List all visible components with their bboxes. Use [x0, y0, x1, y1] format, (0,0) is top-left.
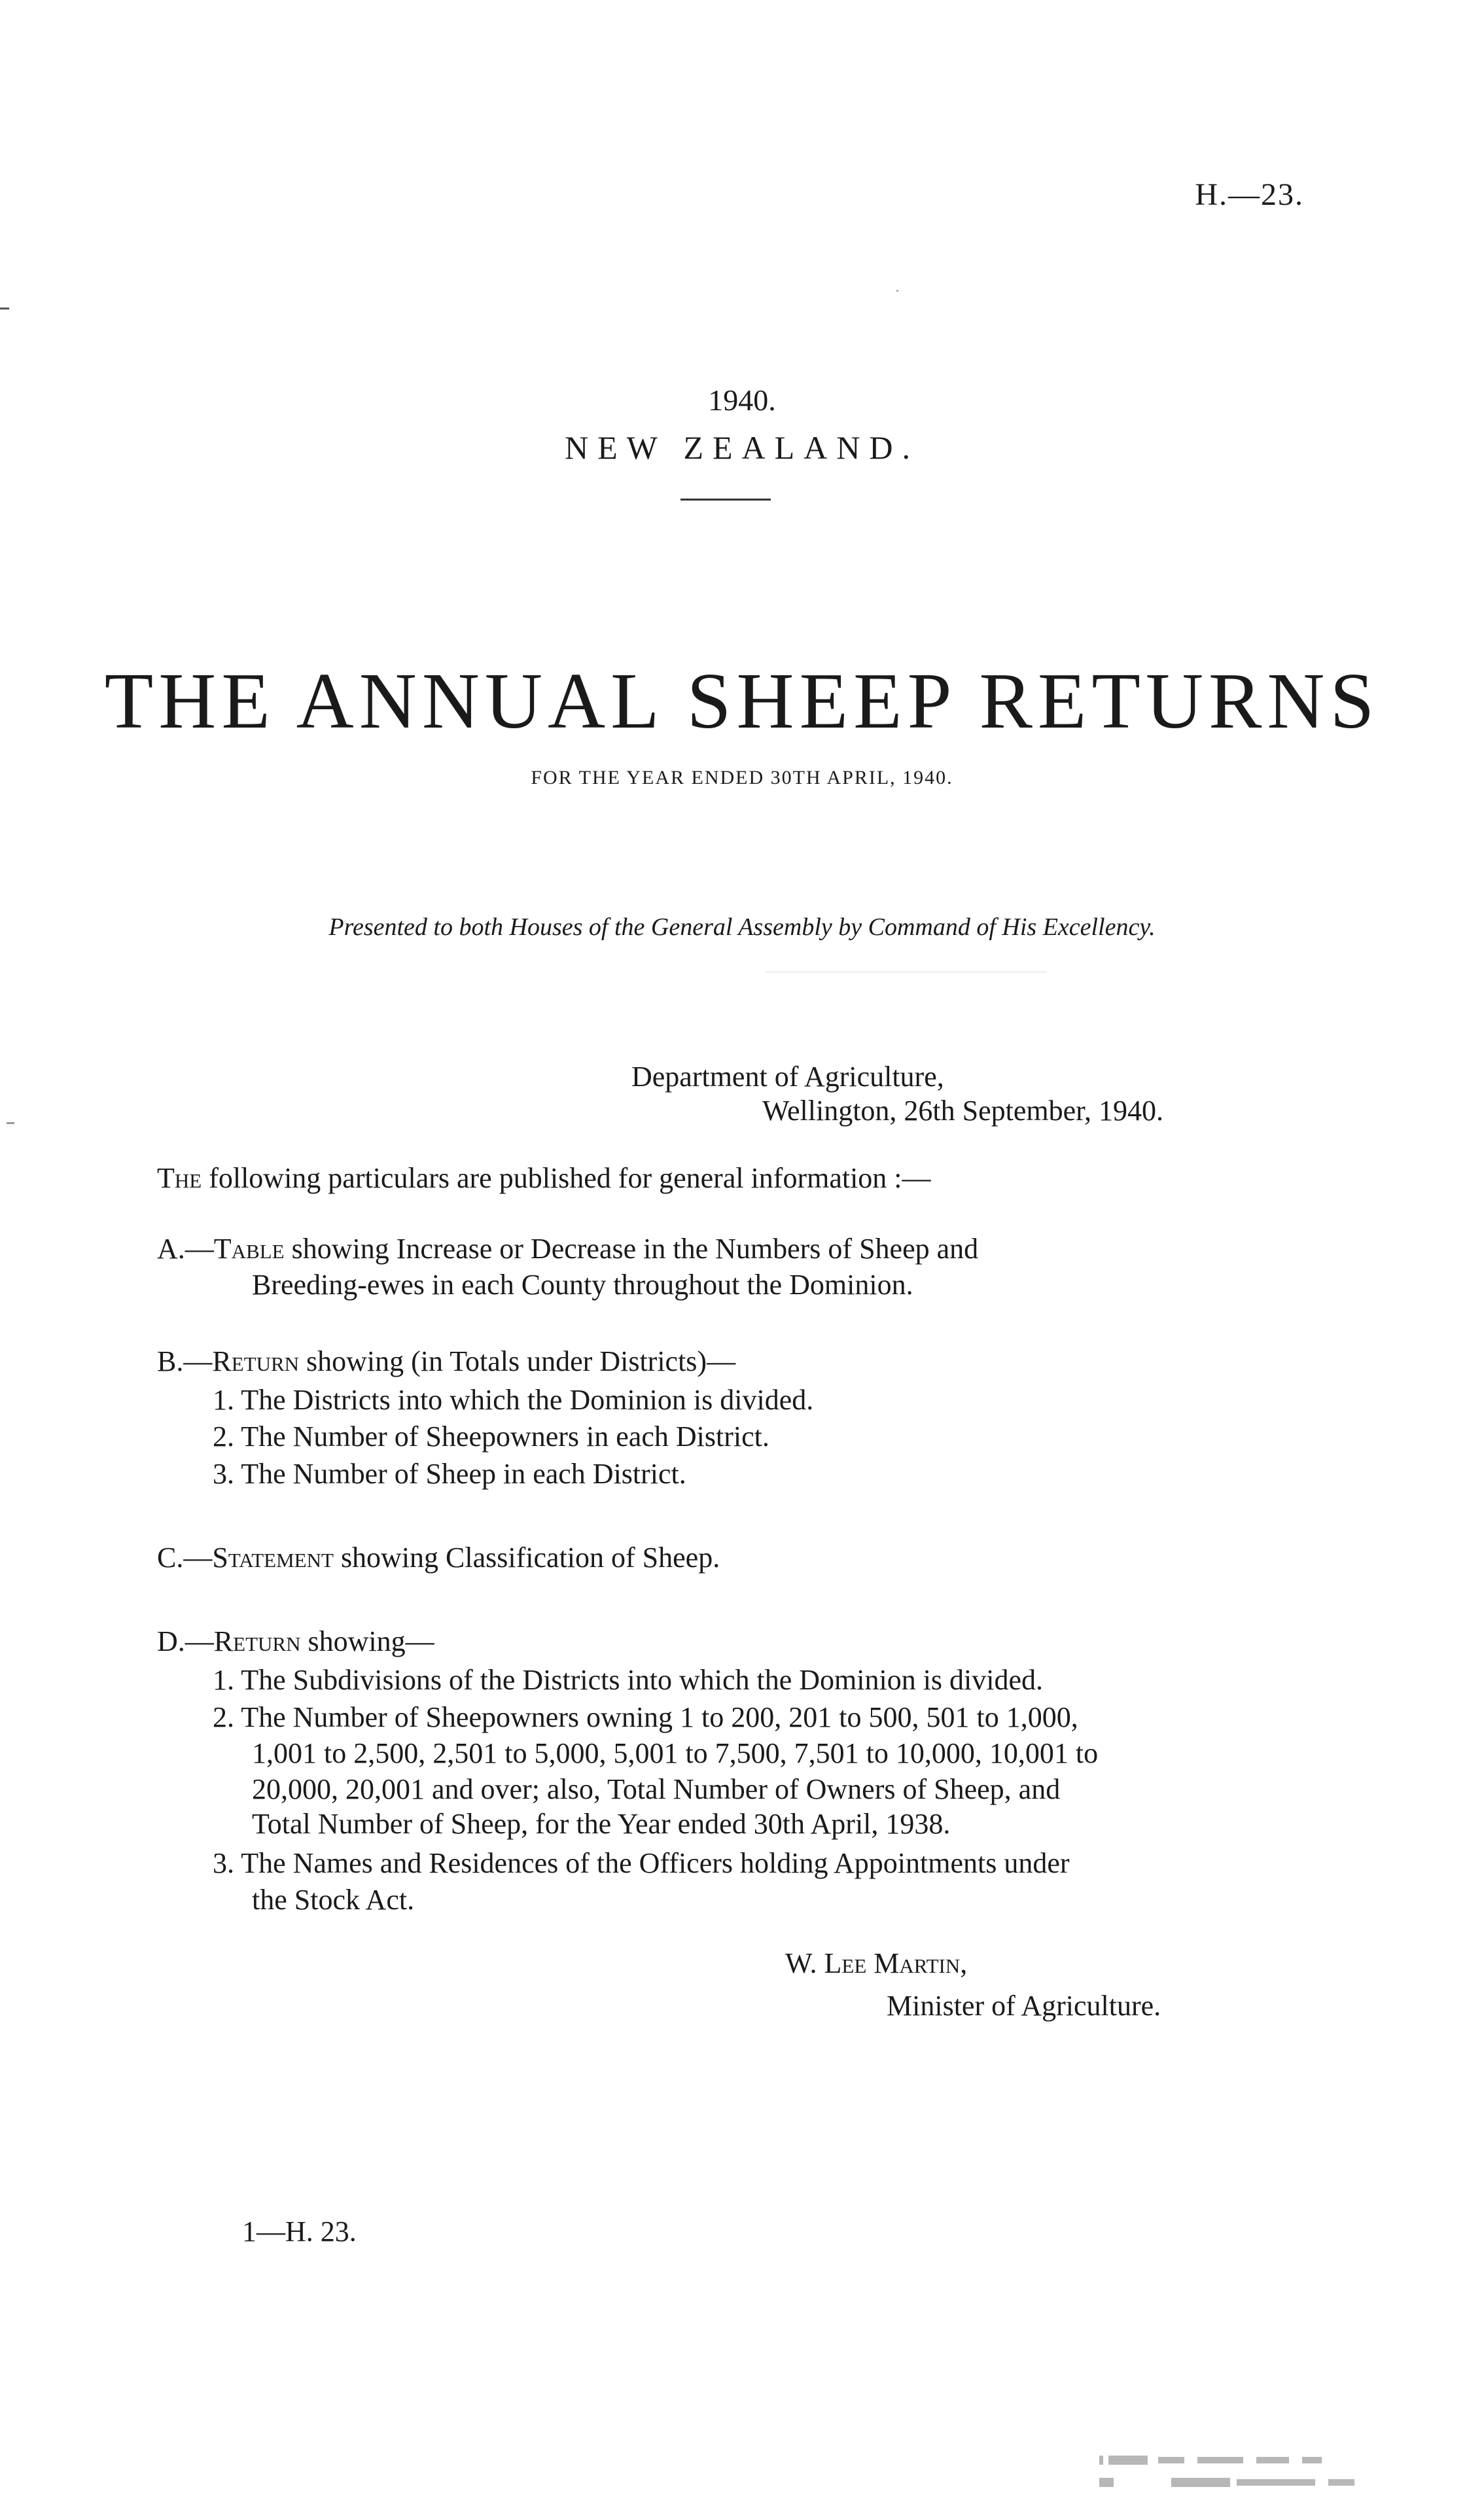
- signatory-name: [785, 1947, 967, 1980]
- section-d-item: 1. The Subdivisions of the Districts into which the Dominion is divided.: [213, 1664, 1044, 1696]
- section-a-lead: Table: [213, 1233, 285, 1265]
- footer-code: 1—H. 23.: [242, 2215, 357, 2248]
- scan-margin-mark: [0, 308, 9, 309]
- signatory-initial: W.: [785, 1947, 824, 1979]
- section-a-line1: [157, 1230, 978, 1268]
- paper-number: H.—23.: [1195, 177, 1304, 212]
- presentation-line: Presented to both Houses of the General Assembly by Command of His Excellency.: [328, 913, 1156, 941]
- section-a-line2: Breeding-ewes in each County throughout the Dominion.: [252, 1269, 913, 1301]
- section-c-text: showing Classification of Sheep.: [333, 1542, 720, 1574]
- intro-lead: The: [157, 1162, 202, 1194]
- department-line: Department of Agriculture,: [631, 1061, 944, 1093]
- section-b-item: 1. The Districts into which the Dominion is divided.: [213, 1384, 814, 1416]
- section-a-text: showing Increase or Decrease in the Numbers of Sheep and: [284, 1233, 979, 1265]
- section-c-lead: Statement: [212, 1542, 334, 1574]
- section-d-text: showing—: [300, 1625, 434, 1657]
- scan-speck: [896, 290, 898, 292]
- section-c-prefix: C.—: [157, 1542, 213, 1574]
- section-d-item-continuation: 20,000, 20,001 and over; also, Total Number of Owners of Sheep, and: [252, 1773, 1061, 1805]
- section-b-text: showing (in Totals under Districts)—: [299, 1345, 736, 1377]
- printer-stamp-smudge: [1099, 2450, 1440, 2500]
- signatory-title: Minister of Agriculture.: [887, 1990, 1161, 2022]
- document-title: THE ANNUAL SHEEP RETURNS: [104, 657, 1380, 745]
- section-d-item: 3. The Names and Residences of the Officers holding Appointments under: [213, 1847, 1070, 1879]
- section-d-item-continuation: the Stock Act.: [252, 1884, 415, 1916]
- document-subtitle: FOR THE YEAR ENDED 30TH APRIL, 1940.: [531, 767, 953, 788]
- section-b-prefix: B.—: [157, 1345, 213, 1377]
- intro-text: following particulars are published for general information :—: [202, 1162, 931, 1194]
- section-d-item: 2. The Number of Sheepowners owning 1 to 200, 201 to 500, 501 to 1,000,: [213, 1701, 1078, 1733]
- year-heading: 1940.: [708, 383, 776, 417]
- section-b-item: 3. The Number of Sheep in each District.: [213, 1458, 686, 1490]
- section-b-heading: [157, 1343, 735, 1381]
- section-d-prefix: D.—: [157, 1625, 214, 1657]
- country-heading: NEW ZEALAND.: [565, 429, 919, 466]
- scan-margin-mark: [7, 1122, 14, 1124]
- section-d-heading: [157, 1623, 434, 1661]
- section-d-lead: Return: [213, 1625, 301, 1657]
- section-d-item-continuation: 1,001 to 2,500, 2,501 to 5,000, 5,001 to 7,500, 7,501 to 10,000, 10,001 to: [252, 1737, 1099, 1769]
- section-b-item: 2. The Number of Sheepowners in each District.: [213, 1420, 769, 1453]
- heading-rule: [680, 499, 771, 501]
- section-b-lead: Return: [212, 1345, 300, 1377]
- section-a-prefix: A.—: [157, 1233, 214, 1265]
- intro-paragraph: [157, 1159, 931, 1197]
- signatory-surname: Lee Martin,: [824, 1947, 968, 1979]
- place-date-line: Wellington, 26th September, 1940.: [762, 1095, 1164, 1127]
- section-d-item-continuation: Total Number of Sheep, for the Year ended 30th April, 1938.: [252, 1808, 951, 1840]
- section-c-heading: [157, 1539, 720, 1577]
- printer-stamp-graphic: [1099, 2450, 1440, 2496]
